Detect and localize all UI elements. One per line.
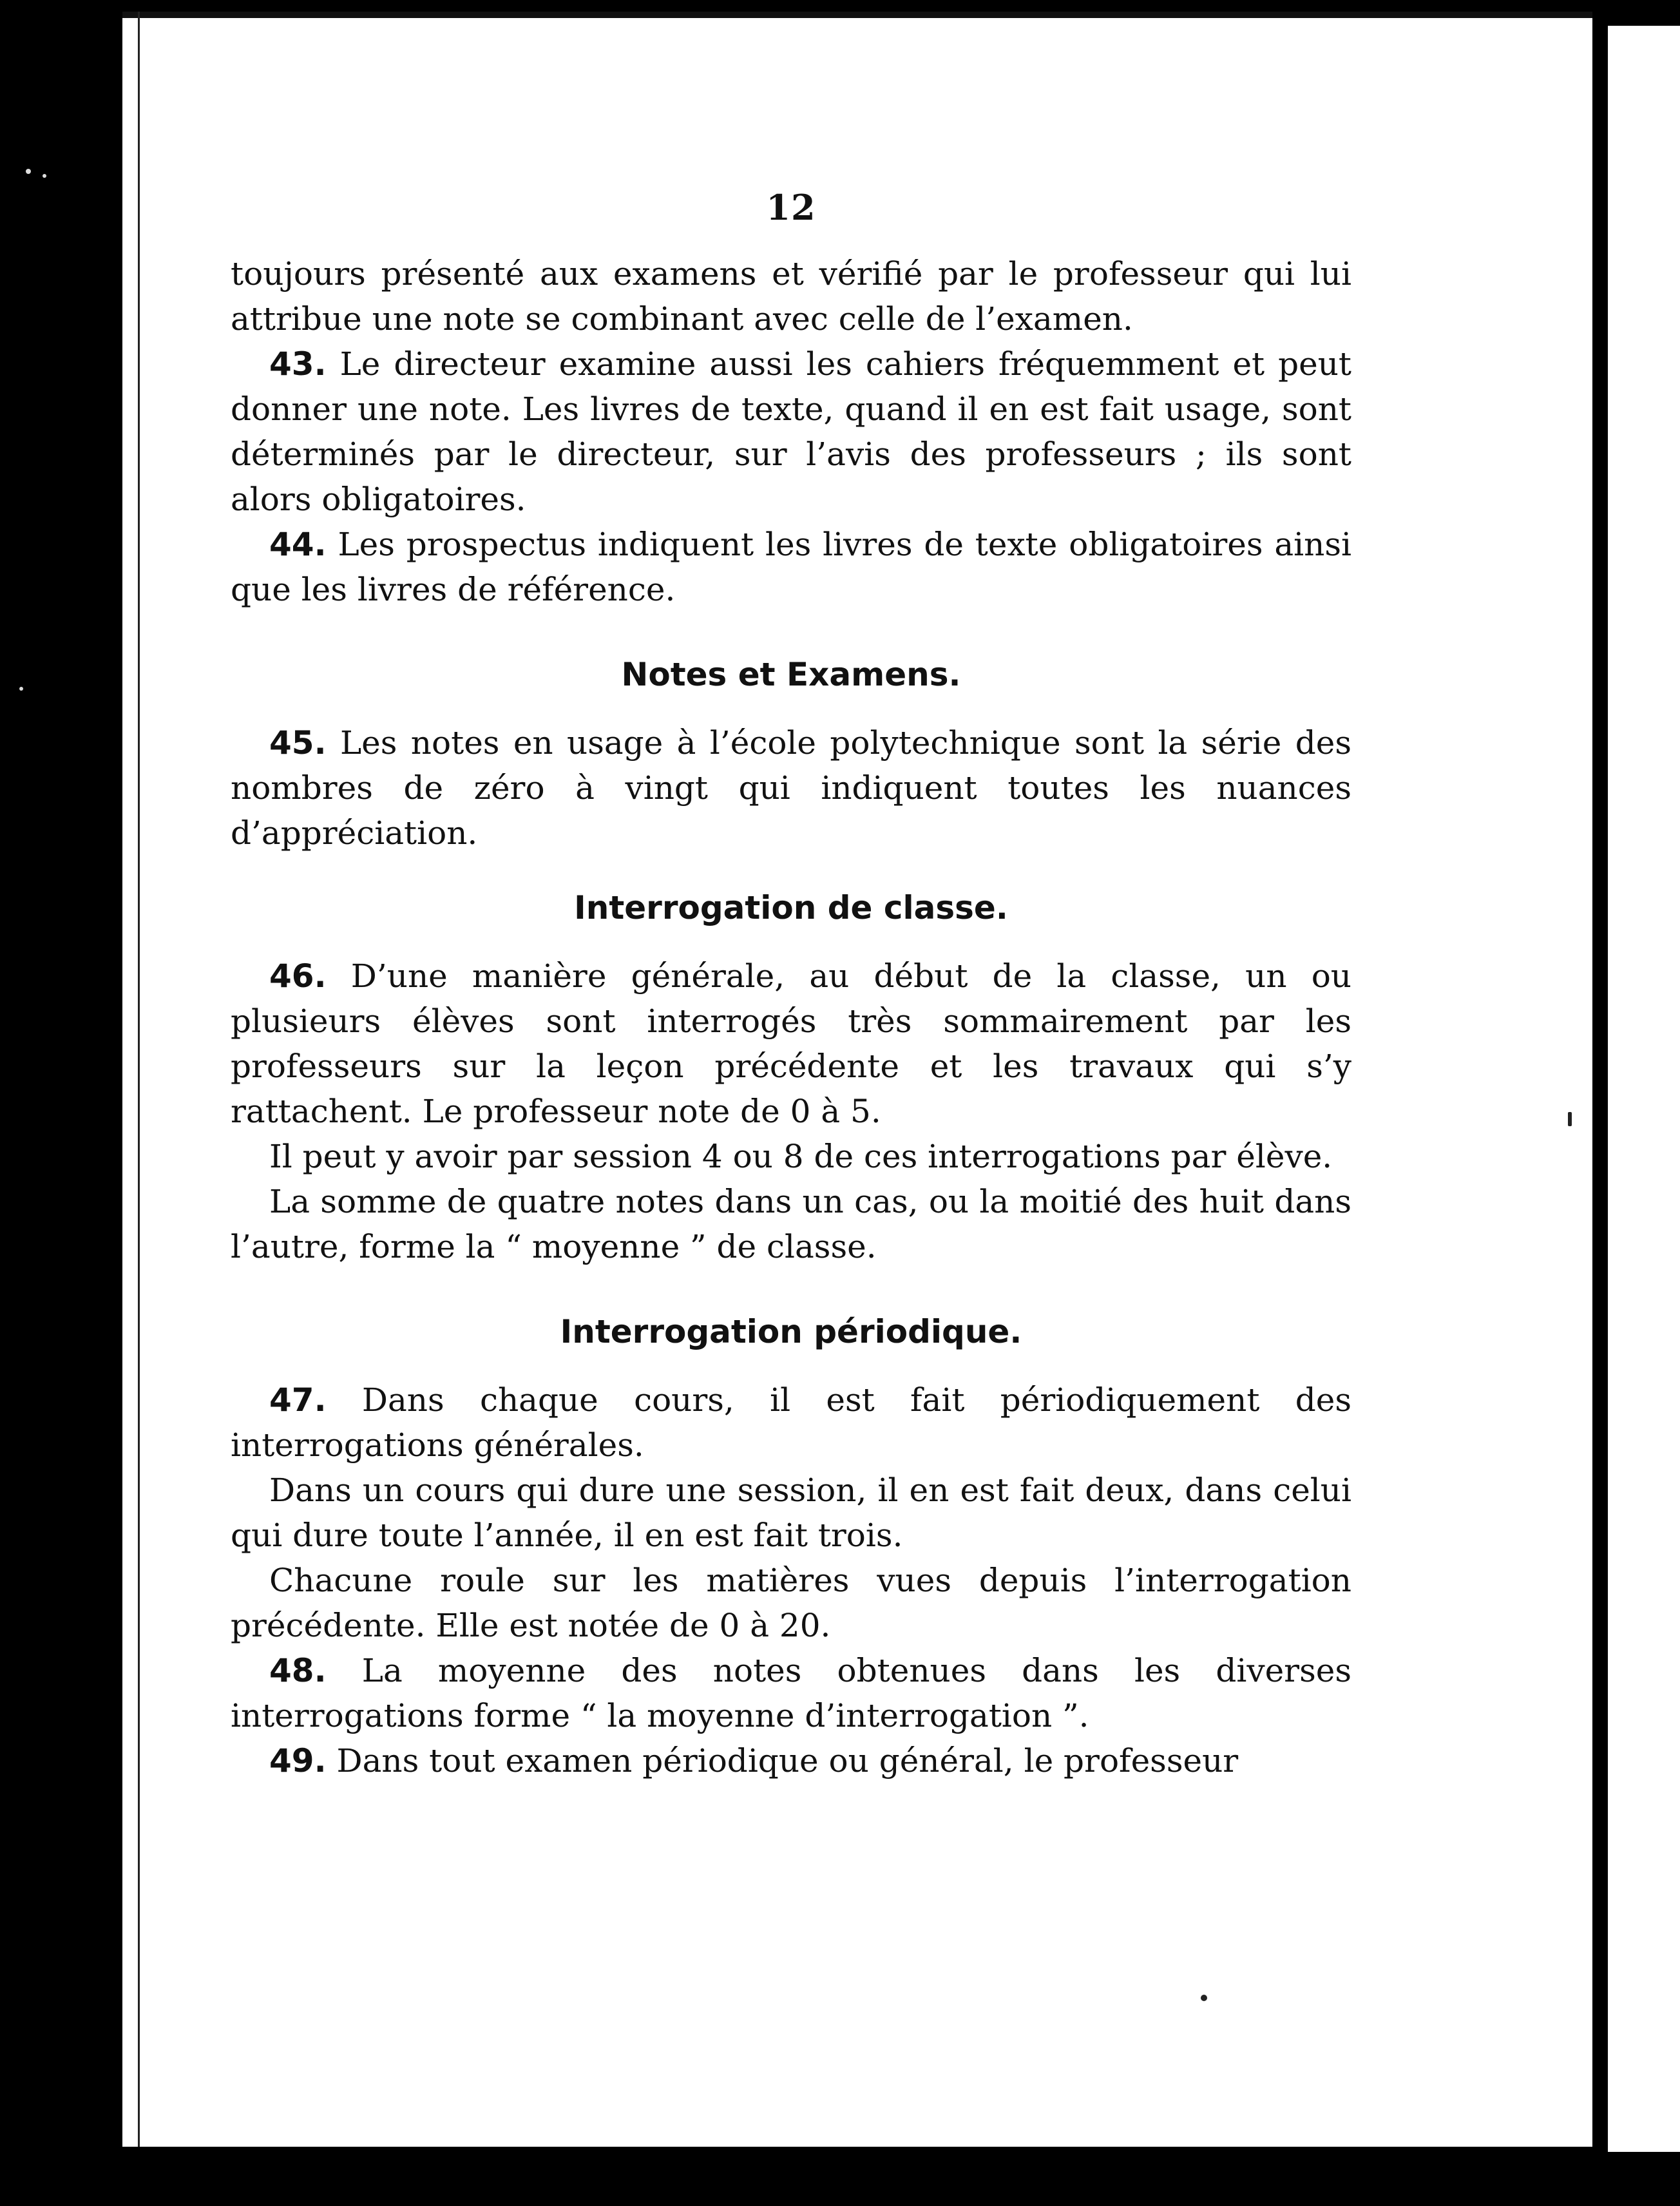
article-45 [231, 720, 1351, 856]
article-number: 49. [269, 1742, 327, 1779]
paragraph-text: toujours présenté aux examens et vérifié par le professeur qui lui attribue une note se combinant avec celle de l’examen. [231, 255, 1351, 338]
paragraph-continuation [231, 251, 1351, 341]
ink-speck [1568, 1112, 1572, 1126]
paragraph-text: Dans chaque cours, il est fait périodiquement des interrogations générales. [231, 1381, 1351, 1464]
article-number: 43. [269, 345, 327, 383]
page-bottom-border [122, 2147, 1592, 2161]
article-43 [231, 341, 1351, 522]
ink-speck [1201, 1995, 1207, 2001]
paragraph-text: Le directeur examine aussi les cahiers fréquemment et peut donner une note. Les livres de texte, quand il en est fait usage, sont déterminés par le directeur, sur l’avis des professeurs ; ils sont alors obligatoires. [231, 345, 1351, 518]
article-47 [231, 1377, 1351, 1468]
paragraph-text: Les prospectus indiquent les livres de texte obligatoires ainsi que les livres de référence. [231, 526, 1351, 608]
paragraph [231, 1558, 1351, 1648]
section-heading-notes-examens: Notes et Examens. [621, 656, 961, 693]
article-number: 44. [269, 526, 327, 563]
article-49 [231, 1738, 1351, 1783]
paragraph-text: Les notes en usage à l’école polytechnique sont la série des nombres de zéro à vingt qui indiquent toutes les nuances d’appréciation. [231, 724, 1351, 852]
paragraph-text: Dans un cours qui dure une session, il en est fait deux, dans celui qui dure toute l’année, il en est fait trois. [231, 1472, 1351, 1554]
paragraph [231, 1179, 1351, 1269]
scan-speck [19, 687, 23, 691]
article-number: 45. [269, 724, 327, 762]
page-number: 12 [766, 187, 816, 228]
section-heading-interrogation-periodique: Interrogation périodique. [560, 1313, 1022, 1350]
paragraph-text: La somme de quatre notes dans un cas, ou la moitié des huit dans l’autre, forme la “ moyenne ” de classe. [231, 1183, 1351, 1265]
page-top-border [122, 12, 1592, 18]
paragraph [231, 1468, 1351, 1558]
section-heading-interrogation-classe: Interrogation de classe. [574, 889, 1008, 926]
article-number: 48. [269, 1652, 327, 1689]
paragraph-text: D’une manière générale, au début de la classe, un ou plusieurs élèves sont interrogés très sommairement par les professeurs sur la leçon précédente et les travaux qui s’y rattachent. Le professeur note de 0 à 5. [231, 957, 1351, 1130]
article-48 [231, 1648, 1351, 1738]
adjacent-page-edge [1608, 26, 1680, 2152]
page-binding-edge [122, 12, 140, 2161]
scan-bottom-strip [0, 2161, 1680, 2206]
paragraph-text: La moyenne des notes obtenues dans les diverses interrogations forme “ la moyenne d’interrogation ”. [231, 1652, 1351, 1734]
article-44 [231, 522, 1351, 612]
article-number: 47. [269, 1381, 327, 1419]
scan-left-margin [0, 0, 110, 2206]
paragraph-text: Dans tout examen périodique ou général, le professeur [336, 1742, 1239, 1779]
article-number: 46. [269, 957, 327, 995]
paragraph-text: Il peut y avoir par session 4 ou 8 de ces interrogations par élève. [269, 1138, 1333, 1175]
scan-gutter [1594, 0, 1608, 2206]
paragraph-text: Chacune roule sur les matières vues depuis l’interrogation précédente. Elle est notée de 0 à 20. [231, 1562, 1351, 1644]
paragraph [231, 1134, 1351, 1179]
scan-speck [43, 174, 46, 178]
article-46 [231, 954, 1351, 1134]
scan-speck [26, 169, 31, 174]
page-content [231, 187, 1351, 1783]
